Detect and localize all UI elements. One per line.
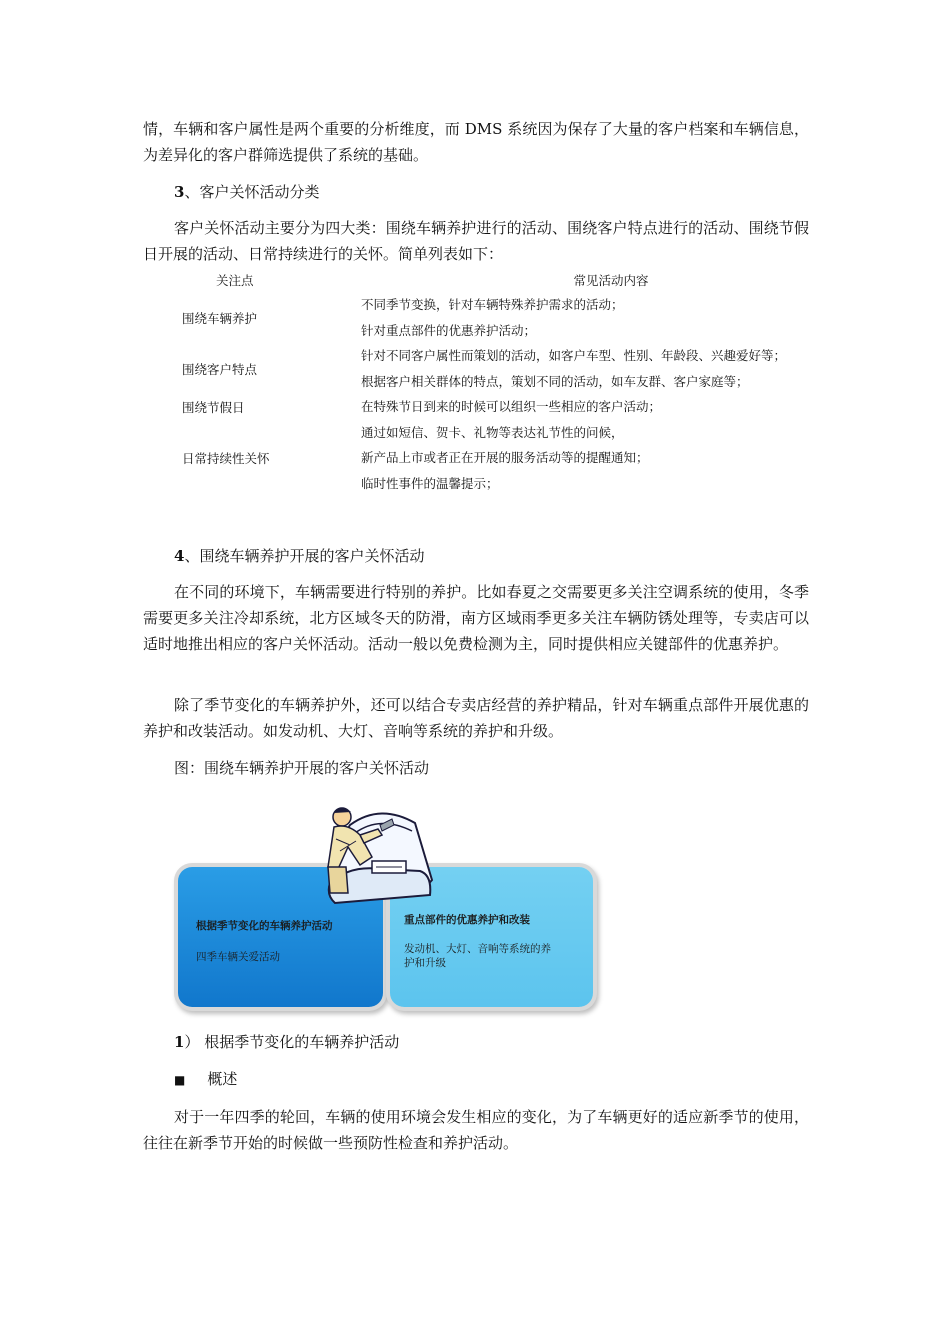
section-3-number: 3 [174, 183, 185, 201]
table-header-focus: 关注点 [216, 273, 254, 288]
table-row [166, 292, 861, 343]
table-item: 临时性事件的温馨提示； [361, 475, 499, 491]
table-cell-focus: 围绕车辆养护 [182, 310, 258, 326]
subsection-1-heading [174, 1031, 399, 1053]
bullet-square-icon: ■ [174, 1073, 186, 1087]
table-cell-focus: 围绕客户特点 [182, 361, 258, 377]
table-row [166, 394, 861, 420]
subsection-1-number: 1 [174, 1033, 185, 1051]
parts-upgrade-body-line-2: 护和升级 [404, 957, 446, 969]
table-row [166, 420, 861, 497]
section-3-paragraph: 客户关怀活动主要分为四大类：围绕车辆养护进行的活动、围绕客户特点进行的活动、围绕节假日开展的活动、日常持续进行的关怀。简单列表如下： [143, 219, 809, 263]
table-item: 针对不同客户属性而策划的活动，如客户车型、性别、年龄段、兴趣爱好等； [361, 348, 787, 363]
seasonal-care-title-text: 根据季节变化的车辆养护活动 [196, 920, 333, 932]
seasonal-care-title [196, 919, 333, 933]
overview-paragraph: 对于一年四季的轮回，车辆的使用环境会发生相应的变化，为了车辆更好的适应新季节的使用，往往在新季节开始的时候做一些预防性检查和养护活动。 [143, 1108, 809, 1152]
table-row [166, 343, 861, 394]
table-cell-focus: 日常持续性关怀 [182, 450, 270, 466]
intro-paragraph: 情，车辆和客户属性是两个重要的分析维度，而 DMS 系统因为保存了大量的客户档案和车辆信息，为差异化的客户群筛选提供了系统的基础。 [143, 120, 809, 164]
section-3-title: 、客户关怀活动分类 [184, 183, 320, 201]
care-activity-table [166, 268, 861, 496]
table-header-row [166, 268, 861, 292]
parts-upgrade-body-line-1: 发动机、大灯、音响等系统的养 [404, 943, 551, 955]
table-cell-content [361, 343, 861, 394]
section-4-heading [174, 545, 424, 567]
table-cell-content [361, 394, 861, 420]
table-cell-focus: 围绕节假日 [182, 399, 245, 415]
table-cell-content [361, 292, 861, 343]
table-item: 根据客户相关群体的特点，策划不同的活动，如车友群、客户家庭等； [361, 373, 749, 389]
seasonal-care-body: 四季车辆关爱活动 [196, 951, 280, 963]
overview-bullet [174, 1068, 237, 1091]
table-item: 新产品上市或者正在开展的服务活动等的提醒通知； [361, 450, 649, 465]
table-header-content: 常见活动内容 [573, 273, 649, 288]
figure-caption: 图：围绕车辆养护开展的客户关怀活动 [174, 759, 430, 777]
mechanic-illustration-icon [320, 795, 440, 915]
section-3-heading [174, 181, 319, 203]
table-item: 在特殊节日到来的时候可以组织一些相应的客户活动； [361, 399, 662, 414]
care-activity-figure [178, 795, 598, 1010]
parts-upgrade-title-text: 重点部件的优惠养护和改装 [404, 914, 530, 926]
section-4-number: 4 [174, 547, 185, 565]
table-cell-content [361, 420, 861, 497]
table-item: 不同季节变换，针对车辆特殊养护需求的活动； [361, 297, 624, 312]
table-item: 针对重点部件的优惠养护活动； [361, 322, 537, 338]
table-item: 通过如短信、贺卡、礼物等表达礼节性的问候， [361, 424, 624, 440]
parts-upgrade-title [404, 913, 530, 927]
section-4-paragraph-2: 除了季节变化的车辆养护外，还可以结合专卖店经营的养护精品，针对车辆重点部件开展优惠的养护和改装活动。如发动机、大灯、音响等系统的养护和升级。 [143, 696, 809, 740]
section-4-paragraph-1: 在不同的环境下，车辆需要进行特别的养护。比如春夏之交需要更多关注空调系统的使用，冬季需要更多关注冷却系统，北方区域冬天的防滑，南方区域雨季更多关注车辆防锈处理等，专卖店可以适时地推出相应的客户关怀活动。活动一般以免费检测为主，同时提供相应关键部件的优惠养护。 [143, 583, 809, 653]
subsection-1-title: ） 根据季节变化的车辆养护活动 [184, 1033, 400, 1051]
bullet-text: 概述 [207, 1070, 238, 1088]
section-4-title: 、围绕车辆养护开展的客户关怀活动 [184, 547, 425, 565]
